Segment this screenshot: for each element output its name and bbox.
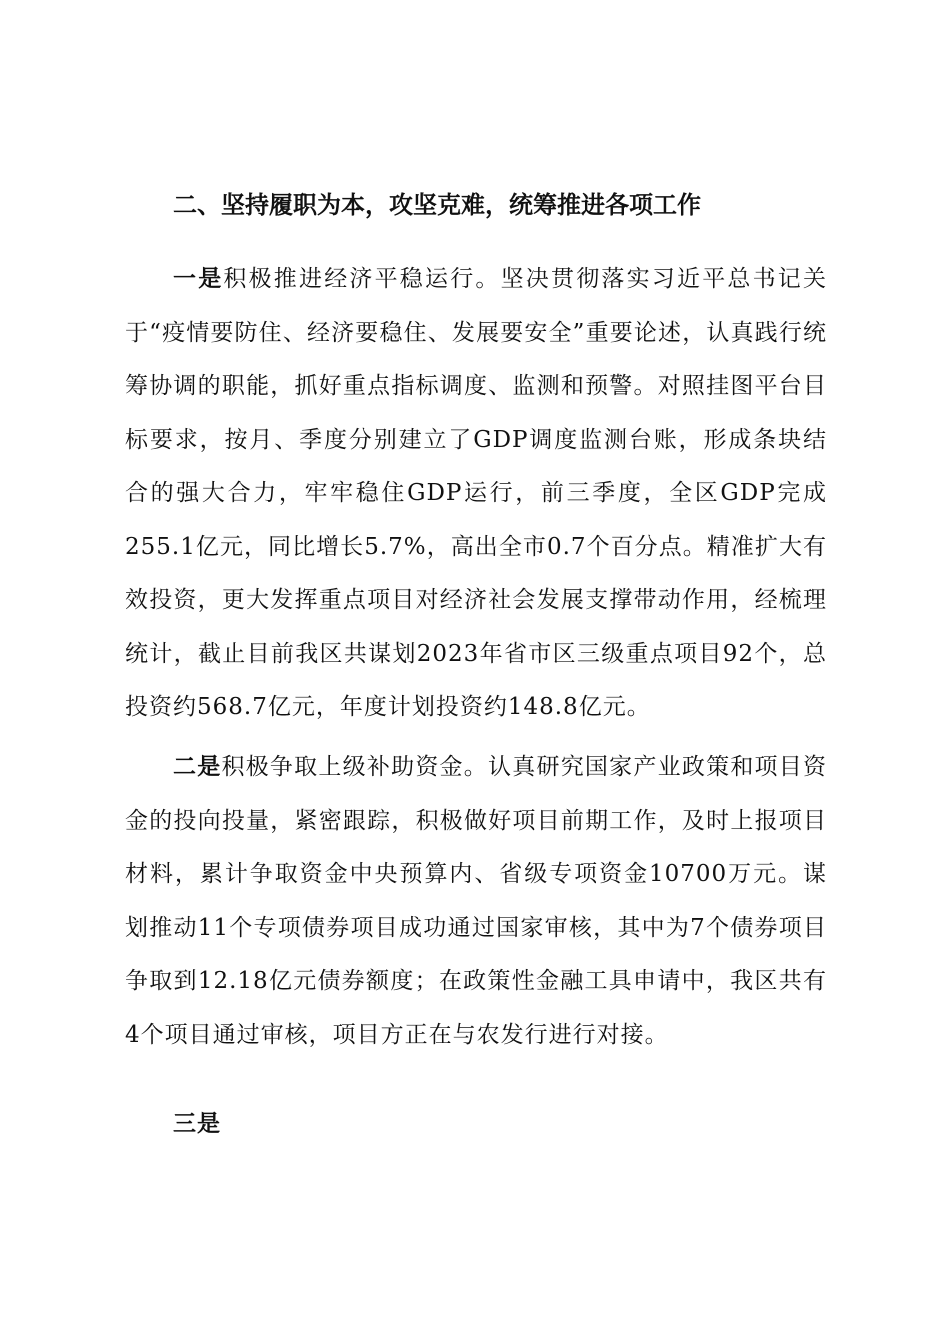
- paragraph-1-lead: 一是: [173, 266, 224, 292]
- section-heading: 二、坚持履职为本，攻坚克难，统筹推进各项工作: [173, 191, 701, 219]
- paragraph-2-text: 积极争取上级补助资金。认真研究国家产业政策和项目资金的投向投量，紧密跟踪，积极做好项目前期工作，及时上报项目材料，累计争取资金中央预算内、省级专项资金10700万元。谋划推动11个专项债券项目成功通过国家审核，其中为7个债券项目争取到12.18亿元债券额度；在政策性金融工具申请中，我区共有4个项目通过审核，项目方正在与农发行进行对接。: [125, 754, 828, 1048]
- paragraph-2-lead: 二是: [173, 754, 222, 780]
- paragraph-3-lead: 三是: [173, 1111, 221, 1137]
- paragraph-1-text: 积极推进经济平稳运行。坚决贯彻落实习近平总书记关于“疫情要防住、经济要稳住、发展要安全”重要论述，认真践行统筹协调的职能，抓好重点指标调度、监测和预警。对照挂图平台目标要求，按月、季度分别建立了GDP调度监测台账，形成条块结合的强大合力，牢牢稳住GDP运行，前三季度，全区GDP完成255.1亿元，同比增长5.7%，高出全市0.7个百分点。精准扩大有效投资，更大发挥重点项目对经济社会发展支撑带动作用，经梳理统计，截止目前我区共谋划2023年省市区三级重点项目92个，总投资约568.7亿元，年度计划投资约148.8亿元。: [125, 266, 828, 720]
- paragraph-1: [125, 253, 827, 735]
- paragraph-2: [125, 741, 827, 1062]
- paragraph-3: [125, 1098, 827, 1152]
